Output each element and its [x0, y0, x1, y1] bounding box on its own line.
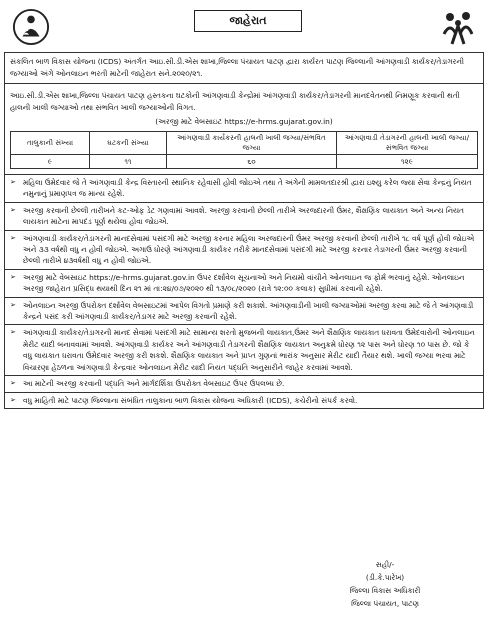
section-text: આઇ.સી.ડી.એસ શાખા,જિલ્લા પંચાયત પાટણ હસ્તકના ઘટકોની આંગણવાડી કેન્દ્રોમાં આંગણવાડી કાર્યકર/તેડાગરની માનદવેતનથી નિમણૂક કરવાની થતી હાલની ખાલી જગ્યાઓ તથા સંભવિત ખાલી જગ્યાઓની વિગત.: [10, 91, 460, 112]
list-item: ➢ આંગણવાડી કાર્યકર/તેડાગરની માનદસેવામાં પસંદગી માટે અરજી કરનાર મહિલા અરજદારની ઉંમર અરજી કરવાની છેલ્લી તારીખે ૧૮ વર્ષ પૂર્ણ હોવી જોઇએ અને ૩૩ વર્ષથી વધુ ન હોવી જોઇએ. અગાઉ ધોરણે આંગણવાડી કાર્યકર તરીકે માનદસેવામાં પસંદગી માટે અરજી કરનાર તેડાગરની ઉંમર અરજી કરવાની છેલ્લી તારીખે ૪૩વર્ષથી વધુ ન હોવી જોઇએ.: [5, 231, 483, 270]
family-logo-icon: [438, 8, 478, 48]
vacancy-table: [10, 131, 478, 169]
icds-logo-icon: [12, 8, 50, 46]
table-header-row: [11, 132, 478, 155]
list-item: ➢ ઓનલાઇન અરજી ઉપરોક્ત દર્શાવેલ વેબસાઇટમાં આપેલ વિગતો પ્રમાણે કરી શકાશે. આંગણવાડીની ખાલી જગ્યાઓમાં અરજી કરવા માટે જે તે આંગણવાડી કેન્દ્રને પસંદ કરી આંગણવાડી કાર્યકર/તેડાગર માટે અરજી કરવાની રહેશે.: [5, 298, 483, 326]
list-item: ➢ આંગણવાડી કાર્યકર/તેડાગરની માનદ સેવામાં પસંદગી માટે સામાન્ય શરતો મુજબની લાયકાત,ઉંમર અને શૈક્ષણિક લાયકાત ધરાવતા ઉમેદવારોની ઓનલાઇન મેરીટ યાદી બનાવવામાં આવશે. આંગણવાડી કાર્યકર અને આંગણવાડી તેડાગરની શૈક્ષણિક લાયકાત અનુક્રમે ધોરણ ૧૨ પાસ અને ધોરણ ૧૦ પાસ છે. જો કે વધુ લાયકાત ધરાવતા ઉમેદવાર અરજી કરી શકશે. શૈક્ષણિક લાયકાત અને પ્રાપ્ત ગુણનાં ભારાંક અનુસાર મેરીટ યાદી તૈયાર થશે. ખાલી જગ્યા ભરવા માટે વિચારણા હેઠળના આંગણવાડી કેન્દ્રવાર ઓનલાઇન મેરીટ યાદી નિયત પદ્ધતિ અનુસારીને જાહેર કરવામાં આવશે.: [5, 325, 483, 376]
conditions-list: [4, 175, 484, 409]
list-item: ➢ વધુ માહિતી માટે પાટણ જિલ્લાના સંબંધિત તાલુકાના બાળ વિકાસ યોજના અધિકારી (ICDS), કચેરીનો સંપર્ક કરવો.: [5, 393, 483, 408]
list-item: ➢ મહિલા ઉમેદવાર જે તે આંગણવાડી કેન્દ્ર વિસ્તારની સ્થાનિક રહેવાસી હોવી જોઇએ તથા તે અંગેની મામલતદારશ્રી દ્વારા ઇશ્યુ કરેલ જ્યા સેવા કેન્દ્રનું નિયત નમુનાનું પ્રમાણપત્ર જ માન્ય રહેશે.: [5, 175, 483, 203]
table-row: [11, 155, 478, 169]
vacancy-section: [4, 84, 484, 175]
table-header: ઘટકની સંખ્યા: [90, 132, 167, 155]
header: [4, 6, 484, 50]
signature-block: [290, 558, 480, 610]
table-cell: ૬૦: [167, 155, 337, 169]
page-title: જાહેરાત: [194, 10, 302, 32]
signatory-office: જિલ્લા પંચાયત, પાટણ: [351, 599, 419, 608]
table-cell: ૧૨૯: [337, 155, 478, 169]
table-header: તાલુકાની સંખ્યા: [11, 132, 90, 155]
intro-box: [4, 52, 484, 84]
table-header: આંગણવાડી તેડાગરની હાલની ખાલી જગ્યા/સંભવિત જગ્યા: [337, 132, 478, 155]
table-cell: ૯: [11, 155, 90, 169]
table-cell: ૧૧: [90, 155, 167, 169]
list-item: ➢ આ માટેની અરજી કરવાની પદ્ધતિ અને માર્ગદર્શિકા ઉપરોક્ત વેબસાઇટ ઉપર ઉપલબ્ધ છે.: [5, 376, 483, 392]
signatory-name: (ડી.કે.પારેખ): [365, 573, 405, 582]
website-note: (અરજી માટે વેબસાઇટ https://e-hrms.gujarat.gov.in): [155, 117, 333, 126]
signature-mark: સહી/-: [375, 560, 395, 569]
signatory-designation: જિલ્લા વિકાસ અધિકારી: [349, 586, 421, 595]
table-header: આંગણવાડી કાર્યકરની હાલની ખાલી જગ્યા/સંભવિત જગ્યા: [167, 132, 337, 155]
intro-text: સંકલિત બાળ વિકાસ યોજના (ICDS) અંતર્ગત આઇ.સી.ડી.એસ શાખા,જિલ્લા પંચાયત પાટણ દ્વારા કાર્યરત પાટણ જિલ્લાની આંગણવાડી કાર્યકર/તેડાગરની જગ્યાઓ અંગે ઓનલાઇન ભરતી માટેની જાહેરાત સને.૨૦૨૦/૨૧.: [10, 57, 464, 78]
list-item: ➢ અરજી માટે વેબસાઇટ https://e-hrms.gujarat.gov.in ઉપર દર્શાવેલ સૂચનાઓ અને નિયમો વાંચીને ઓનલાઇન જ ફોર્મ ભરવાનું રહેશે. ઓનલાઇન અરજી જાહેરાત પ્રસિદ્ધ થયાથી દિન ૨૧ માં તા:૨૪/૦૭/૨૦૨૦ થી ૧૩/૦૮/૨૦૨૦ (રાત્રે ૧૨:૦૦ કલાક) સુધીમાં કરવાની રહેશે.: [5, 270, 483, 298]
list-item: ➢ અરજી કરવાની છેલ્લી તારીખને કટ-ઓફ ડેટ ગણવામાં આવશે. અરજી કરવાની છેલ્લી તારીખે અરજદારની ઉંમર, શૈક્ષણિક લાયકાત અને અન્ય નિયત લાયકાત માટેના માપદંડ પૂર્ણ થયેલા હોવા જોઇએ.: [5, 203, 483, 231]
